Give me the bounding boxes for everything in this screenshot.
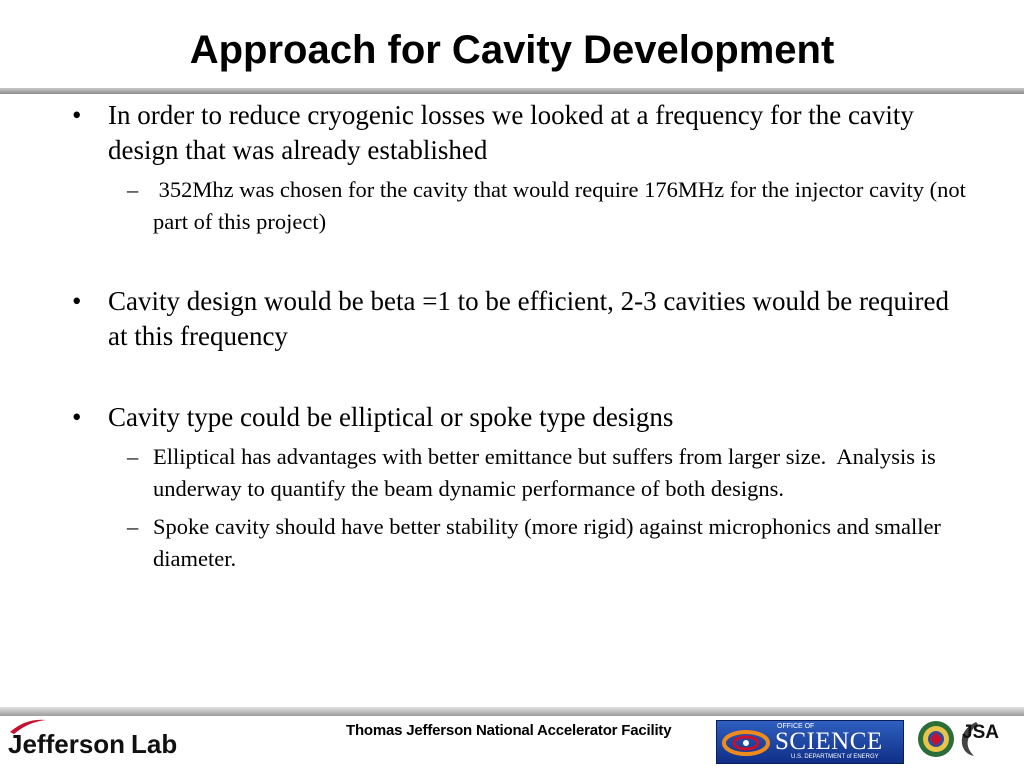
footer-divider <box>0 707 1024 716</box>
logo-lab-text: Lab <box>131 728 178 759</box>
title-divider <box>0 88 1024 94</box>
facility-name: Thomas Jefferson National Accelerator Facility <box>346 722 672 739</box>
bullet-marker: • <box>72 100 82 130</box>
swoosh-icon <box>8 716 48 736</box>
sub-bullet-text: Elliptical has advantages with better emittance but suffers from larger size. Analysis is underway to quantify the beam dynamic performance of both designs. <box>153 444 942 501</box>
science-office-label: OFFICE OF <box>777 723 815 730</box>
slide-title: Approach for Cavity Development <box>189 28 835 72</box>
sub-bullet-item <box>70 511 970 575</box>
bullet-item <box>70 400 970 435</box>
bullet-marker: • <box>72 286 82 316</box>
jefferson-lab-logo <box>8 724 177 764</box>
bullet-text: Cavity type could be elliptical or spoke type designs <box>108 402 674 432</box>
jsa-logo-text: JSA <box>962 722 999 743</box>
science-word: SCIENCE <box>775 728 883 755</box>
slide-content <box>70 98 970 575</box>
bullet-text: In order to reduce cryogenic losses we looked at a frequency for the cavity design that was already established <box>108 100 914 165</box>
office-of-science-logo <box>716 720 904 764</box>
sub-bullet-marker: – <box>127 514 139 539</box>
bullet-item <box>70 284 970 354</box>
sub-bullet-item <box>70 174 970 238</box>
bullet-item <box>70 98 970 168</box>
doe-seal-icon <box>917 720 955 758</box>
science-swirl-icon <box>721 727 771 759</box>
sub-bullet-text: Spoke cavity should have better stability (more rigid) against microphonics and smaller diameter. <box>153 514 941 571</box>
bullet-marker: • <box>72 402 82 432</box>
sub-bullet-item <box>70 441 970 505</box>
science-doe-label: U.S. DEPARTMENT of ENERGY <box>791 754 879 760</box>
sub-bullet-marker: – <box>127 177 139 202</box>
sub-bullet-text: 352Mhz was chosen for the cavity that would require 176MHz for the injector cavity (not part of this project) <box>153 177 972 234</box>
sub-bullet-marker: – <box>127 444 139 469</box>
logo-jefferson-text: Jefferson <box>8 728 126 759</box>
bullet-text: Cavity design would be beta =1 to be efficient, 2-3 cavities would be required at this frequency <box>108 286 949 351</box>
